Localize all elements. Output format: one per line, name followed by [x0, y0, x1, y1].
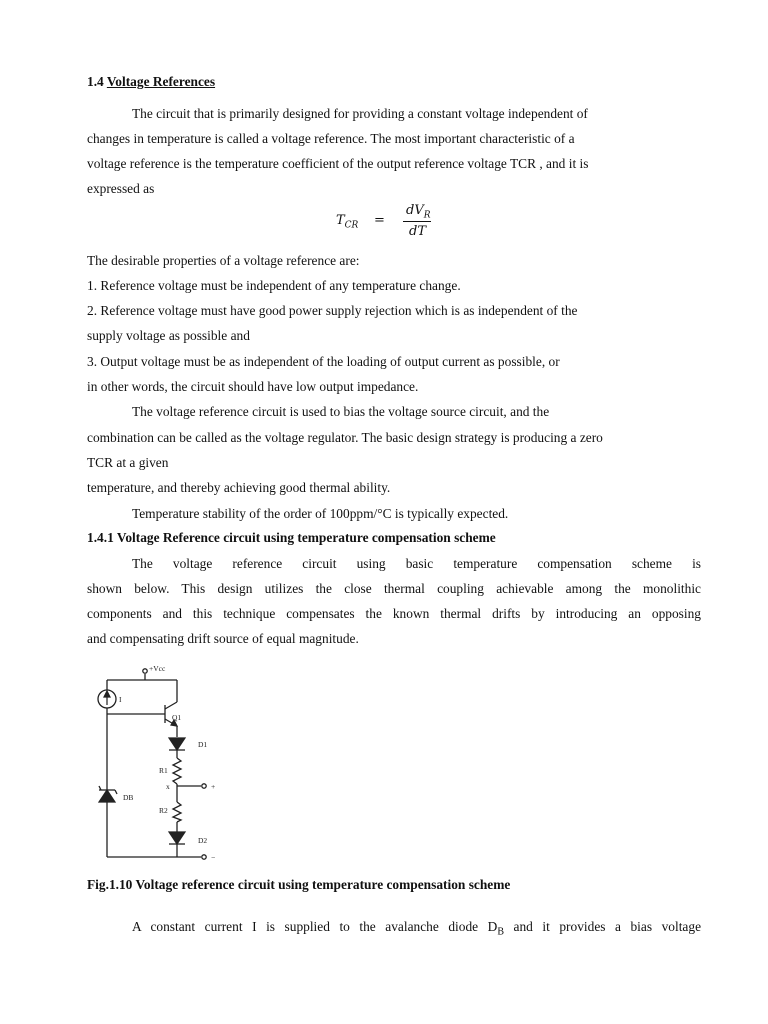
equation-denominator: dT	[409, 224, 426, 239]
property-item: 2. Reference voltage must have good power supply rejection which is as independent of the	[87, 303, 578, 318]
d2-label: D2	[198, 836, 208, 845]
q1-label: Q1	[172, 713, 182, 722]
property-item: supply voltage as possible and	[87, 328, 250, 343]
figure-caption: Fig.1.10 Voltage reference circuit using temperature compensation scheme	[87, 877, 511, 892]
minus-terminal-label: −	[211, 853, 216, 862]
tcr-equation	[336, 198, 446, 244]
subsection-line: shown below. This design utilizes the close thermal coupling achievable among the monolithic	[87, 581, 701, 596]
stability-line: Temperature stability of the order of 100ppm/°C is typically expected.	[132, 506, 509, 521]
subsection-line: The voltage reference circuit using basic temperature compensation scheme is	[132, 556, 701, 571]
regulator-line: TCR at a given	[87, 455, 169, 470]
r2-label: R2	[159, 806, 168, 815]
regulator-line: combination can be called as the voltage regulator. The basic design strategy is producing a zero	[87, 430, 603, 445]
section-title: Voltage References	[106, 74, 216, 89]
intro-line: voltage reference is the temperature coefficient of the output reference voltage TCR , and it is	[87, 156, 589, 171]
section-heading	[87, 74, 215, 90]
section-number: 1.4	[87, 74, 104, 89]
subsection-line: components and this technique compensates the known thermal drifts by introducing an opposing	[87, 606, 701, 621]
plus-terminal-label: +	[211, 782, 216, 791]
equation-lhs: $T_{CR}$	[336, 213, 359, 231]
subsection-line: and compensating drift source of equal magnitude.	[87, 631, 359, 646]
fraction-bar	[403, 221, 431, 222]
intro-line: expressed as	[87, 181, 155, 196]
equation-equals: =	[374, 213, 385, 228]
subsection-heading: 1.4.1 Voltage Reference circuit using temperature compensation scheme	[87, 530, 496, 545]
r1-label: R1	[159, 766, 168, 775]
property-item: 3. Output voltage must be as independent of the loading of output current as possible, or	[87, 354, 560, 369]
equation-numerator: $dV_R$	[406, 203, 431, 221]
intro-line: changes in temperature is called a voltage reference. The most important characteristic of a	[87, 131, 575, 146]
property-item: in other words, the circuit should have low output impedance.	[87, 379, 419, 394]
current-label: I	[119, 695, 122, 704]
db-label: DB	[123, 793, 134, 802]
intro-line: The circuit that is primarily designed for providing a constant voltage independent of	[132, 106, 588, 121]
regulator-line: The voltage reference circuit is used to bias the voltage source circuit, and the	[132, 404, 550, 419]
properties-intro: The desirable properties of a voltage reference are:	[87, 253, 360, 268]
regulator-line: temperature, and thereby achieving good thermal ability.	[87, 480, 391, 495]
d1-label: D1	[198, 740, 208, 749]
vcc-label: +Vcc	[149, 664, 166, 673]
property-item: 1. Reference voltage must be independent of any temperature change.	[87, 278, 461, 293]
node-label: x	[166, 782, 170, 791]
closing-line: A constant current I is supplied to the avalanche diode $D_B$ and it provides a bias voltage	[132, 919, 702, 938]
circuit-diagram	[95, 662, 235, 862]
